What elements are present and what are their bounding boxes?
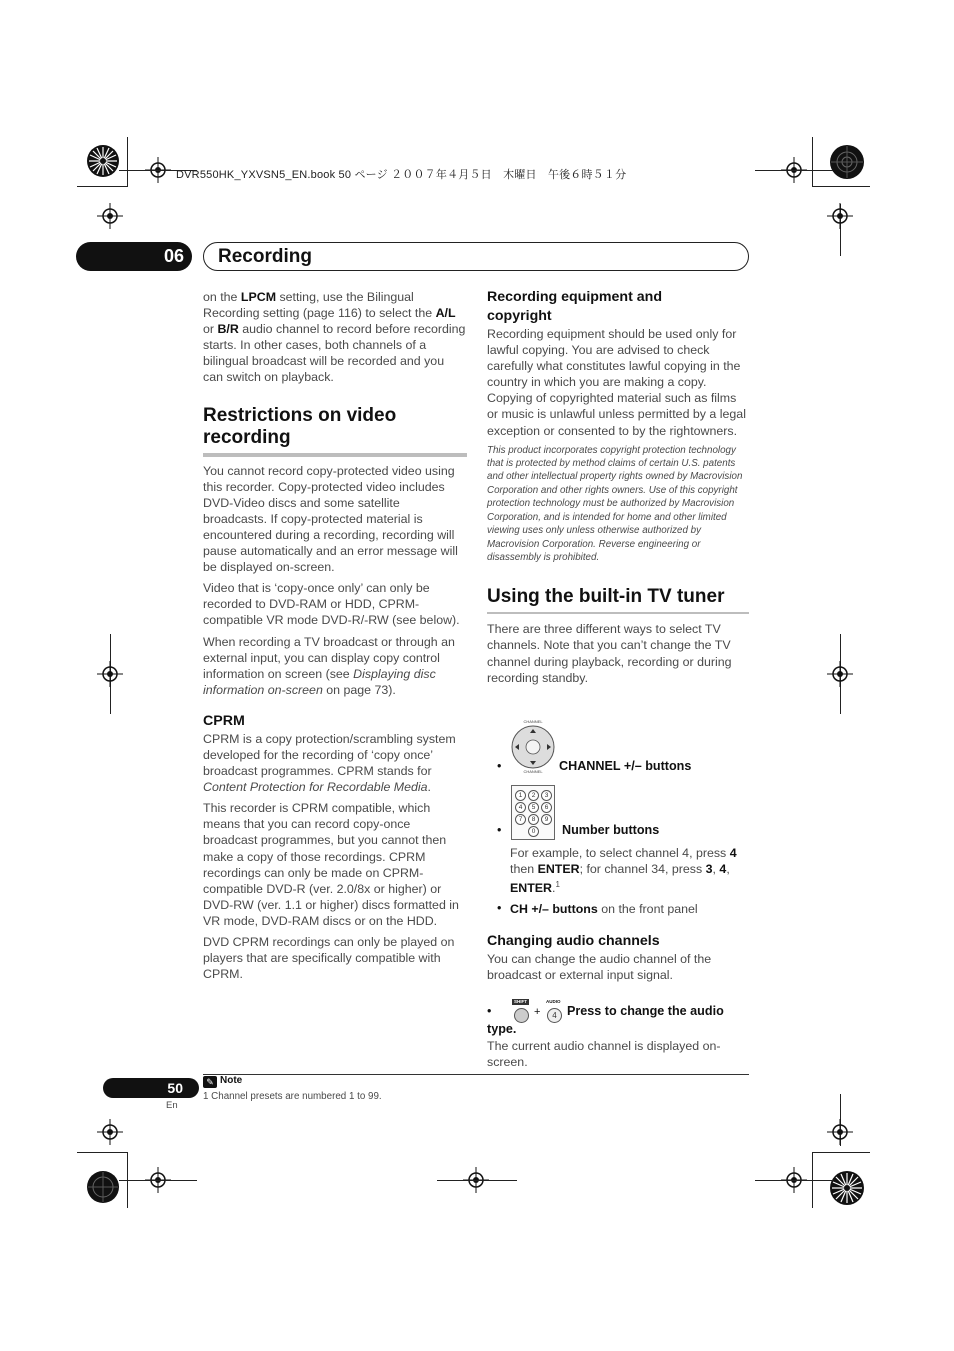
cprm-paragraph-3: DVD CPRM recordings can only be played on players that are specifically compatible with CPRM.	[203, 935, 455, 982]
crop-line	[755, 170, 833, 171]
restrictions-paragraph-2: Video that is ‘copy-once only’ can only be recorded to DVD-RAM or HDD, CPRM-compatible VR mode DVD-R/-RW (see below).	[203, 581, 460, 628]
note-label: Note	[220, 1075, 243, 1086]
crop-line	[437, 1180, 517, 1181]
page-number: 50	[103, 1078, 199, 1098]
crop-line	[119, 1180, 197, 1181]
svg-text:CHANNEL: CHANNEL	[523, 769, 543, 774]
ch-buttons-item: CH +/– buttons on the front panel	[510, 902, 698, 916]
right-column	[487, 288, 749, 691]
number-buttons-label: Number buttons	[562, 823, 660, 837]
keypad-key-2: 2	[528, 790, 539, 801]
footnote-ref: 1	[555, 880, 560, 890]
press-change-line-1: Press to change the audio	[567, 1004, 724, 1018]
audio-label: AUDIO	[546, 999, 561, 1004]
channel-pad-label: CHANNEL	[523, 719, 543, 724]
restrictions-heading: Restrictions on video recording	[203, 404, 397, 448]
equipment-heading: Recording equipment and copyright	[487, 289, 662, 324]
footnote: 1 Channel presets are numbered 1 to 99.	[203, 1091, 382, 1102]
br-term: B/R	[217, 322, 239, 337]
keypad-key-9: 9	[541, 814, 552, 825]
audio-section	[487, 932, 749, 988]
left-column	[203, 289, 467, 987]
footer-rule	[203, 1074, 749, 1075]
restrictions-paragraph-1: You cannot record copy-protected video using this recorder. Copy-protected video includes DVD-Video discs and some satellite broadcasts. If copy-protected material is encountered during a recording, recording will pause automatically and an error message will be displayed on-screen.	[203, 463, 458, 575]
number-keypad-icon	[511, 785, 555, 840]
cprm-heading: CPRM	[203, 712, 245, 729]
lpcm-term: LPCM	[240, 290, 277, 304]
crosshair-mark-icon	[97, 203, 123, 229]
keypad-key-7: 7	[515, 814, 526, 825]
shift-key-icon	[514, 1008, 529, 1023]
heading-rule	[203, 453, 467, 457]
registration-wheel-icon	[829, 144, 865, 180]
intro-paragraph: on the LPCM setting, use the Bilingual Recording setting (page 116) to select the A/L or B/R audio channel to record before recording starts. In other cases, both channels of a bilingual broadcast will be recorded and you can switch on playback.	[203, 290, 466, 385]
crosshair-mark-icon	[97, 1119, 123, 1145]
channel-pad-icon	[510, 718, 556, 774]
crosshair-mark-icon	[827, 661, 853, 687]
example-paragraph: For example, to select channel 4, press 4 then ENTER; for channel 34, press 3, 4, ENTER.$^1$	[510, 846, 737, 896]
chapter-title-bar	[203, 242, 749, 271]
language-label: En	[166, 1100, 178, 1111]
crosshair-mark-icon	[97, 661, 123, 687]
registration-wheel-icon	[86, 144, 120, 178]
equipment-paragraph: Recording equipment should be used only for lawful copying. You are advised to check carefully what constitutes lawful copying in the country in which you are making a copy. Copying of copyrighted material such as films or music is unlawful unless permitted by a legal exception or consented to by the rightowners.	[487, 327, 746, 438]
restrictions-paragraph-3: When recording a TV broadcast or through an external input, you can display copy control information on screen (see Displaying disc information on-screen on page 73).	[203, 634, 455, 697]
bullet: •	[497, 901, 502, 915]
keypad-key-6: 6	[541, 802, 552, 813]
keypad-key-8: 8	[528, 814, 539, 825]
press-change-line-2: type.	[487, 1022, 517, 1036]
registration-wheel-icon	[829, 1170, 865, 1206]
macrovision-notice: This product incorporates copyright protection technology that is protected by method claims of certain U.S. patents and other intellectual property rights owned by Macrovision Corporation and other rights owners. Use of this copyright protection technology must be authorized by Macrovision Corporation, and is intended for home and other limited viewing uses only unless otherwise authorized by Macrovision Corporation. Reverse engineering or disassembly is prohibited.	[487, 444, 743, 563]
keypad-key-1: 1	[515, 790, 526, 801]
keypad-key-0: 0	[528, 826, 539, 837]
keypad-key-5: 5	[528, 802, 539, 813]
audio-key-icon: 4	[547, 1008, 562, 1023]
note-icon: ✎	[203, 1076, 217, 1088]
keypad-key-4: 4	[515, 802, 526, 813]
channel-buttons-label: CHANNEL +/– buttons	[559, 759, 692, 773]
bullet: •	[497, 759, 502, 773]
chapter-number: 06	[76, 242, 192, 271]
bullet: •	[487, 1004, 492, 1018]
audio-paragraph: You can change the audio channel of the broadcast or external input signal.	[487, 952, 712, 983]
audio-paragraph-2: The current audio channel is displayed on-screen.	[487, 1039, 721, 1070]
cprm-paragraph-2: This recorder is CPRM compatible, which means that you can record copy-once broadcast programmes, but you cannot then make a copy of those recordings. CPRM recordings can only be made on CPRM-compatible DVD-R (ver. 2.0/8x or higher) or DVD-RW (ver. 1.1 or higher) discs formatted in VR mode, DVD-RAM discs or on the HDD.	[203, 801, 459, 928]
crosshair-mark-icon	[827, 203, 853, 229]
al-term: A/L	[435, 306, 456, 321]
heading-rule	[487, 612, 749, 614]
keypad-key-3: 3	[541, 790, 552, 801]
file-header: DVR550HK_YXVSN5_EN.book 50 ページ ２００７年４月５日 木曜日 午後６時５１分	[176, 169, 627, 181]
audio-heading: Changing audio channels	[487, 933, 660, 949]
tuner-paragraph: There are three different ways to select TV channels. Note that you can’t change the TV channel during playback, recording or during recording standby.	[487, 622, 732, 685]
registration-wheel-icon	[86, 1170, 120, 1204]
plus-sign: +	[534, 1006, 541, 1018]
bullet: •	[497, 823, 502, 837]
tuner-heading: Using the built-in TV tuner	[487, 586, 725, 608]
chapter-title: Recording	[218, 246, 312, 267]
cprm-paragraph-1: CPRM is a copy protection/scrambling system developed for the recording of ‘copy once’ broadcast programmes. CPRM stands for Content Protection for Recordable Media.	[203, 731, 456, 795]
crosshair-mark-icon	[827, 1119, 853, 1145]
crop-line	[755, 1180, 833, 1181]
shift-label: SHIFT	[514, 999, 527, 1004]
